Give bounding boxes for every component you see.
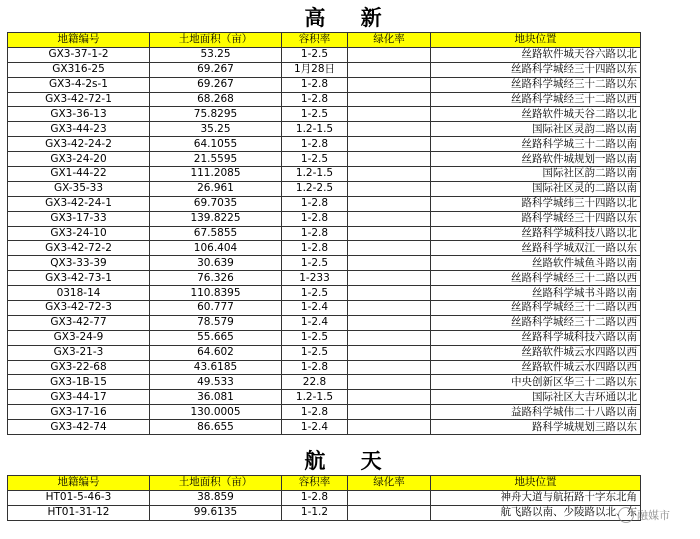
cell-location: 丝路科学城科技八路以北	[431, 226, 641, 241]
cell-location: 丝路科学城三十二路以南	[431, 137, 641, 152]
cell-green	[348, 490, 431, 505]
cell-green	[348, 330, 431, 345]
cell-parcel-id: GX3-42-72-3	[8, 301, 150, 316]
cell-parcel-id: QX3-33-39	[8, 256, 150, 271]
header-location: 地块位置	[431, 33, 641, 48]
cell-location: 国际社区大吉环通以北	[431, 390, 641, 405]
cell-far: 1-2.8	[282, 490, 348, 505]
cell-location: 丝路科学城双江一路以东	[431, 241, 641, 256]
cell-far: 1-2.8	[282, 405, 348, 420]
cell-far: 1-2.8	[282, 241, 348, 256]
table-row	[8, 226, 641, 241]
cell-far: 1-2.5	[282, 345, 348, 360]
cell-parcel-id: HT01-5-46-3	[8, 490, 150, 505]
cell-parcel-id: 0318-14	[8, 286, 150, 301]
cell-far: 1-2.8	[282, 360, 348, 375]
cell-location: 国际社区韵二路以南	[431, 167, 641, 182]
header-parcel-id: 地籍编号	[8, 476, 150, 491]
table-row	[8, 92, 641, 107]
cell-parcel-id: GX3-36-13	[8, 107, 150, 122]
cell-location: 路科学城纬三十四路以北	[431, 196, 641, 211]
cell-parcel-id: GX3-42-74	[8, 420, 150, 435]
cell-parcel-id: GX3-42-24-1	[8, 196, 150, 211]
cell-green	[348, 92, 431, 107]
cell-parcel-id: GX3-21-3	[8, 345, 150, 360]
table-row	[8, 330, 641, 345]
cell-far: 1-2.4	[282, 301, 348, 316]
table-row	[8, 62, 641, 77]
cell-location: 路科学城经三十四路以东	[431, 211, 641, 226]
cell-location: 丝路软件城天谷六路以北	[431, 47, 641, 62]
cell-parcel-id: GX3-17-16	[8, 405, 150, 420]
cell-area: 64.1055	[150, 137, 282, 152]
cell-parcel-id: GX-35-33	[8, 181, 150, 196]
table-row	[8, 107, 641, 122]
cell-green	[348, 390, 431, 405]
cell-area: 49.533	[150, 375, 282, 390]
cell-location: 国际社区灵韵二路以南	[431, 122, 641, 137]
cell-area: 111.2085	[150, 167, 282, 182]
cell-location: 丝路科学城经三十二路以西	[431, 301, 641, 316]
cell-parcel-id: GX3-42-73-1	[8, 271, 150, 286]
section-title-gaoxin: 高 新	[304, 6, 396, 30]
table-header-row	[8, 476, 641, 491]
cell-location: 丝路科学城经三十二路以西	[431, 271, 641, 286]
cell-area: 76.326	[150, 271, 282, 286]
cell-far: 1-233	[282, 271, 348, 286]
table-row	[8, 390, 641, 405]
cell-parcel-id: GX3-4-2s-1	[8, 77, 150, 92]
cell-location: 丝路科学城经三十四路以东	[431, 62, 641, 77]
cell-parcel-id: GX3-37-1-2	[8, 47, 150, 62]
watermark	[618, 507, 670, 523]
cell-parcel-id: GX316-25	[8, 62, 150, 77]
cell-far: 22.8	[282, 375, 348, 390]
cell-far: 1-2.5	[282, 152, 348, 167]
cell-parcel-id: GX3-24-20	[8, 152, 150, 167]
cell-far: 1.2-2.5	[282, 181, 348, 196]
table-row	[8, 315, 641, 330]
cell-area: 43.6185	[150, 360, 282, 375]
cell-green	[348, 360, 431, 375]
cell-area: 55.665	[150, 330, 282, 345]
cell-far: 1-2.5	[282, 286, 348, 301]
table-row	[8, 420, 641, 435]
cell-parcel-id: GX3-42-77	[8, 315, 150, 330]
cell-green	[348, 122, 431, 137]
table-row	[8, 77, 641, 92]
cell-green	[348, 226, 431, 241]
table-row	[8, 256, 641, 271]
cell-area: 130.0005	[150, 405, 282, 420]
cell-green	[348, 181, 431, 196]
table-row	[8, 181, 641, 196]
cell-area: 69.267	[150, 77, 282, 92]
cell-parcel-id: GX3-17-33	[8, 211, 150, 226]
cell-green	[348, 315, 431, 330]
cell-area: 106.404	[150, 241, 282, 256]
cell-parcel-id: GX3-42-72-1	[8, 92, 150, 107]
cell-location: 丝路科学城经三十二路以东	[431, 77, 641, 92]
cell-far: 1月28日	[282, 62, 348, 77]
cell-location: 丝路科学城经三十二路以西	[431, 315, 641, 330]
cell-location: 丝路科学城经三十二路以西	[431, 92, 641, 107]
cell-parcel-id: HT01-31-12	[8, 505, 150, 520]
cell-green	[348, 375, 431, 390]
table-row	[8, 301, 641, 316]
cell-area: 69.7035	[150, 196, 282, 211]
cell-area: 139.8225	[150, 211, 282, 226]
cell-far: 1-2.5	[282, 330, 348, 345]
table-row	[8, 241, 641, 256]
cell-green	[348, 137, 431, 152]
cell-green	[348, 271, 431, 286]
cell-far: 1-2.8	[282, 137, 348, 152]
cell-parcel-id: GX3-1B-15	[8, 375, 150, 390]
header-area: 土地面积（亩）	[150, 476, 282, 491]
cell-location: 丝路软件城规划一路以南	[431, 152, 641, 167]
cell-area: 69.267	[150, 62, 282, 77]
cell-green	[348, 196, 431, 211]
cell-location: 丝路软件城云水四路以西	[431, 360, 641, 375]
cell-area: 99.6135	[150, 505, 282, 520]
cell-location: 中央创新区华三十二路以东	[431, 375, 641, 390]
cell-parcel-id: GX3-24-9	[8, 330, 150, 345]
cell-location: 益路科学城伟二十八路以南	[431, 405, 641, 420]
cell-area: 36.081	[150, 390, 282, 405]
cell-parcel-id: GX3-44-23	[8, 122, 150, 137]
cell-far: 1-2.8	[282, 77, 348, 92]
cell-green	[348, 256, 431, 271]
cell-location: 航飞路以南、少陵路以北、东	[431, 505, 641, 520]
table-row	[8, 375, 641, 390]
table-row	[8, 505, 641, 520]
table-row	[8, 490, 641, 505]
cell-far: 1-2.8	[282, 226, 348, 241]
cell-parcel-id: GX3-42-72-2	[8, 241, 150, 256]
cell-far: 1-1.2	[282, 505, 348, 520]
table-row	[8, 286, 641, 301]
table-row	[8, 167, 641, 182]
cell-green	[348, 62, 431, 77]
header-area: 土地面积（亩）	[150, 33, 282, 48]
cell-green	[348, 301, 431, 316]
cell-far: 1-2.8	[282, 211, 348, 226]
table-row	[8, 196, 641, 211]
cell-area: 26.961	[150, 181, 282, 196]
table-row	[8, 47, 641, 62]
table-row	[8, 211, 641, 226]
cell-far: 1-2.8	[282, 92, 348, 107]
header-green: 绿化率	[348, 33, 431, 48]
cell-green	[348, 152, 431, 167]
header-parcel-id: 地籍编号	[8, 33, 150, 48]
cell-location: 丝路软件城天谷二路以北	[431, 107, 641, 122]
cell-green	[348, 77, 431, 92]
cell-area: 60.777	[150, 301, 282, 316]
cell-area: 21.5595	[150, 152, 282, 167]
cell-area: 38.859	[150, 490, 282, 505]
cell-far: 1-2.5	[282, 256, 348, 271]
table-row	[8, 271, 641, 286]
cell-location: 丝路科学城书斗路以南	[431, 286, 641, 301]
cell-parcel-id: GX1-44-22	[8, 167, 150, 182]
cell-area: 30.639	[150, 256, 282, 271]
header-location: 地块位置	[431, 476, 641, 491]
table-hangtian	[7, 475, 641, 521]
cell-location: 丝路软件城云水四路以西	[431, 345, 641, 360]
cell-area: 78.579	[150, 315, 282, 330]
cell-area: 68.268	[150, 92, 282, 107]
cell-parcel-id: GX3-44-17	[8, 390, 150, 405]
cell-green	[348, 167, 431, 182]
cell-location: 丝路科学城科技六路以南	[431, 330, 641, 345]
cell-far: 1.2-1.5	[282, 122, 348, 137]
cell-area: 110.8395	[150, 286, 282, 301]
cell-area: 75.8295	[150, 107, 282, 122]
cell-far: 1.2-1.5	[282, 390, 348, 405]
cell-far: 1-2.4	[282, 315, 348, 330]
cell-green	[348, 241, 431, 256]
cell-green	[348, 420, 431, 435]
cell-area: 64.602	[150, 345, 282, 360]
cell-green	[348, 286, 431, 301]
cell-far: 1-2.8	[282, 196, 348, 211]
watermark-text: 融媒市	[637, 509, 670, 522]
header-far: 容积率	[282, 33, 348, 48]
wechat-icon	[618, 507, 634, 523]
cell-parcel-id: GX3-24-10	[8, 226, 150, 241]
cell-area: 53.25	[150, 47, 282, 62]
cell-green	[348, 405, 431, 420]
cell-green	[348, 211, 431, 226]
section-title-hangtian: 航 天	[304, 449, 396, 473]
table-row	[8, 345, 641, 360]
cell-far: 1-2.5	[282, 47, 348, 62]
table-row	[8, 152, 641, 167]
table-gaoxin	[7, 32, 641, 435]
cell-far: 1-2.4	[282, 420, 348, 435]
table-row	[8, 405, 641, 420]
cell-green	[348, 345, 431, 360]
cell-parcel-id: GX3-42-24-2	[8, 137, 150, 152]
cell-location: 国际社区灵的二路以南	[431, 181, 641, 196]
cell-location: 路科学城规划三路以东	[431, 420, 641, 435]
cell-far: 1.2-1.5	[282, 167, 348, 182]
header-far: 容积率	[282, 476, 348, 491]
cell-parcel-id: GX3-22-68	[8, 360, 150, 375]
cell-location: 神舟大道与航拓路十字东北角	[431, 490, 641, 505]
cell-green	[348, 47, 431, 62]
table-header-row	[8, 33, 641, 48]
table-row	[8, 137, 641, 152]
header-green: 绿化率	[348, 476, 431, 491]
cell-green	[348, 107, 431, 122]
cell-area: 67.5855	[150, 226, 282, 241]
cell-far: 1-2.5	[282, 107, 348, 122]
cell-area: 35.25	[150, 122, 282, 137]
table-row	[8, 122, 641, 137]
cell-location: 丝路软件城鱼斗路以南	[431, 256, 641, 271]
table-row	[8, 360, 641, 375]
cell-area: 86.655	[150, 420, 282, 435]
cell-green	[348, 505, 431, 520]
